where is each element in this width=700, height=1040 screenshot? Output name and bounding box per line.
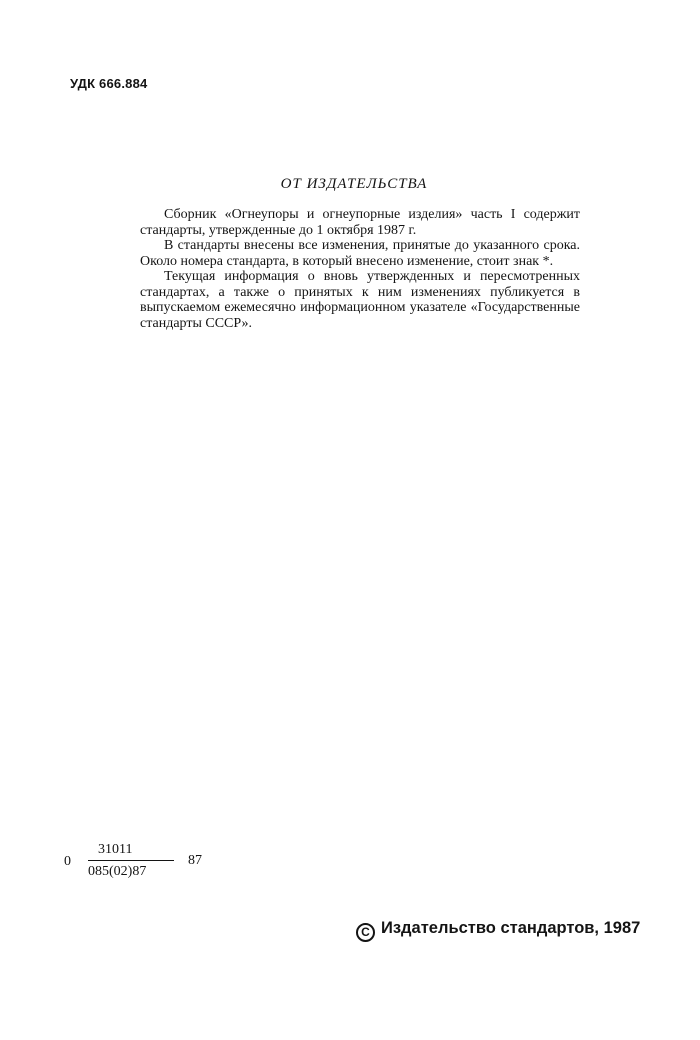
fraction-divider [88,860,174,861]
preface-paragraph: Текущая информация о вновь утвержденных и пересмотренных стандартах, а также о принятых к ним изменениях публикуется в выпускаемом ежемесячно информационном указателе «Государственные стандарты СССР». [140,269,580,331]
preface-paragraph: Сборник «Огнеупоры и огнеупорные изделия» часть I содержит стандарты, утвержденные до 1 октября 1987 г. [140,207,580,238]
catalog-code-suffix: 87 [188,853,202,868]
catalog-code-denominator: 085(02)87 [88,864,147,879]
preface-body [140,207,580,331]
copyright-notice [356,919,640,942]
udk-code: УДК 666.884 [70,76,148,91]
catalog-code-numerator: 31011 [98,842,133,857]
preface-title: ОТ ИЗДАТЕЛЬСТВА [280,176,428,192]
copyright-icon: C [356,923,375,942]
copyright-text: Издательство стандартов, 1987 [381,919,641,937]
catalog-code-prefix: 0 [64,854,71,869]
preface-paragraph: В стандарты внесены все изменения, принятые до указанного срока. Около номера стандарта, в который внесено изменение, стоит знак *. [140,238,580,269]
catalog-code [64,842,244,890]
